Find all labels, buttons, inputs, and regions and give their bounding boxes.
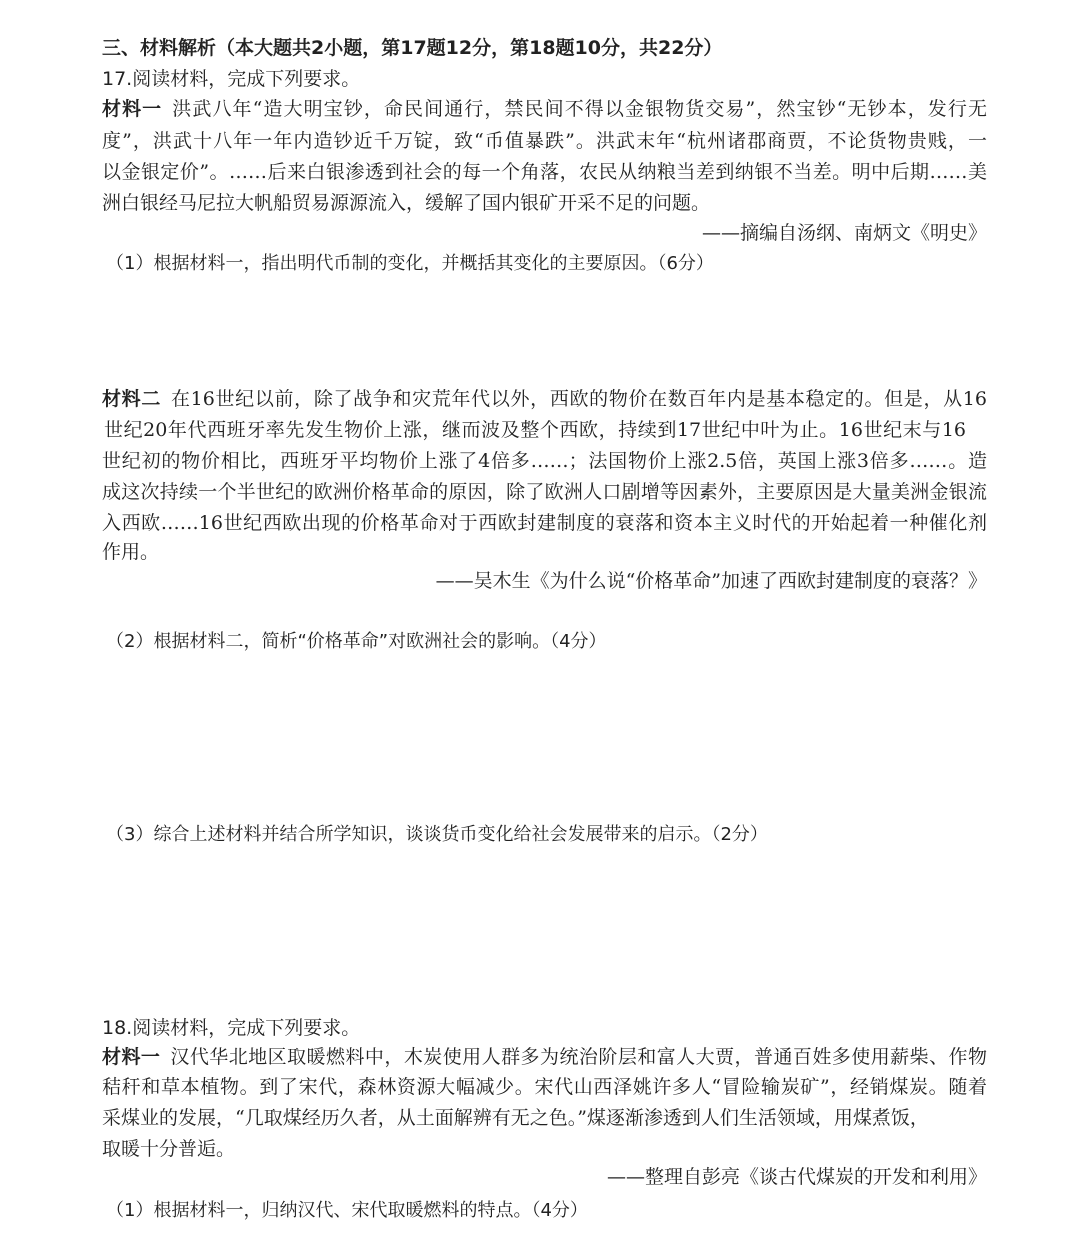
- q17-material2-source: ——吴木生《为什么说“价格革命”加速了西欧封建制度的衰落？》: [435, 570, 987, 592]
- q17-material1-line: 材料一 洪武八年“造大明宝钞，命民间通行，禁民间不得以金银物货交易”，然宝钞“无钞本，发行无: [102, 98, 987, 120]
- q18-material1-line: 材料一 汉代华北地区取暖燃料中，木炭使用人群多为统治阶层和富人大贾，普通百姓多使用薪柴、作物: [102, 1046, 987, 1068]
- q17-question3: （3）综合上述材料并结合所学知识，谈谈货币变化给社会发展带来的启示。（2分）: [106, 824, 768, 845]
- q17-question2: （2）根据材料二，简析“价格革命”对欧洲社会的影响。（4分）: [106, 631, 607, 652]
- q18-material1-source: ——整理自彭亮《谈古代煤炭的开发和利用》: [606, 1166, 987, 1188]
- q18-material1-line: 秸秆和草本植物。到了宋代，森林资源大幅减少。宋代山西泽姚许多人“冒险输炭矿”，经销煤炭。随着: [102, 1076, 987, 1098]
- q18-material1-line: 采煤业的发展，“几取煤经历久者，从土面解辨有无之色。”煤逐渐渗透到人们生活领域，用煤煮饭，: [102, 1107, 929, 1129]
- q17-material2-line: 世纪20年代西班牙率先发生物价上涨，继而波及整个西欧，持续到17世纪中叶为止。16世纪末与16: [104, 419, 966, 441]
- q17-material1-line: 洲白银经马尼拉大帆船贸易源源流入，缓解了国内银矿开采不足的问题。: [102, 192, 711, 214]
- material-label: 材料一: [102, 98, 163, 120]
- q17-material2-line: 材料二 在16世纪以前，除了战争和灾荒年代以外，西欧的物价在数百年内是基本稳定的。但是，从16: [102, 388, 987, 410]
- q18-material1-line: 取暖十分普逅。: [102, 1138, 236, 1160]
- q17-material2-line: 成这次持续一个半世纪的欧洲价格革命的原因，除了欧洲人口剧增等因素外，主要原因是大量美洲金银流: [102, 481, 987, 503]
- q17-material1-source: ——摘编自汤纲、南炳文《明史》: [701, 222, 987, 244]
- q17-material2-line: 作用。: [102, 541, 160, 563]
- q17-intro: 17.阅读材料，完成下列要求。: [102, 68, 361, 90]
- q17-material2-line: 世纪初的物价相比，西班牙平均物价上涨了4倍多……；法国物价上涨2.5倍，英国上涨3倍多……。造: [102, 450, 987, 472]
- q17-material1-line: 度”，洪武十八年一年内造钞近千万锭，致“币值暴跌”。洪武末年“杭州诸郡商贾，不论货物贵贱，一: [102, 130, 987, 152]
- section-heading: 三、材料解析（本大题共2小题，第17题12分，第18题10分，共22分）: [102, 37, 723, 59]
- material-label: 材料二: [102, 388, 161, 410]
- q18-question1: （1）根据材料一，归纳汉代、宋代取暖燃料的特点。（4分）: [106, 1200, 588, 1221]
- material-label: 材料一: [102, 1046, 161, 1068]
- q18-intro: 18.阅读材料，完成下列要求。: [102, 1017, 361, 1039]
- q17-question1: （1）根据材料一，指出明代币制的变化，并概括其变化的主要原因。（6分）: [106, 253, 714, 274]
- q17-material1-line: 以金银定价”。……后来白银渗透到社会的每一个角落，农民从纳粮当差到纳银不当差。明中后期……美: [102, 161, 987, 183]
- q17-material2-line: 入西欧……16世纪西欧出现的价格革命对于西欧封建制度的衰落和资本主义时代的开始起着一种催化剂: [102, 512, 987, 534]
